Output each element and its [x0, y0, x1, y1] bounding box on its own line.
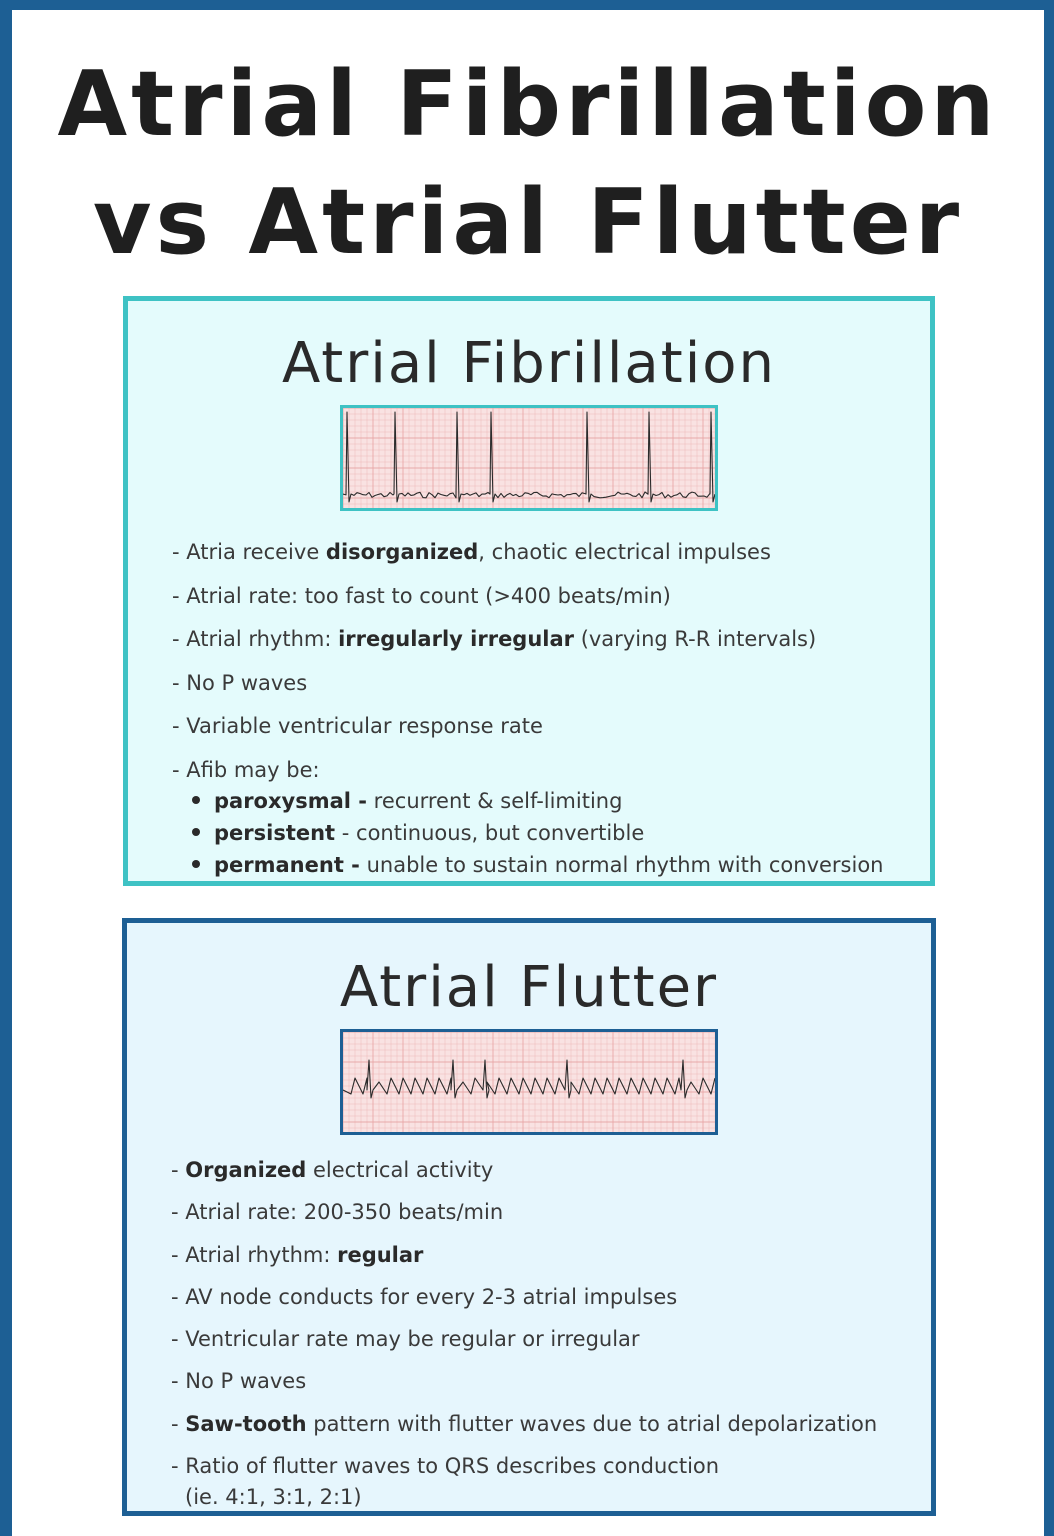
afib-type-persistent: persistent - continuous, but convertible	[192, 817, 883, 849]
aflutter-item-3: - Atrial rhythm: regular	[171, 1242, 424, 1267]
afib-type-paroxysmal: paroxysmal - recurrent & self-limiting	[192, 785, 883, 817]
bullet-dot-icon	[192, 796, 200, 804]
aflutter-item-5: - Ventricular rate may be regular or irregular	[171, 1327, 640, 1352]
aflutter-item-6: - No P waves	[171, 1369, 307, 1394]
bullet-dot-icon	[192, 828, 200, 836]
afib-types-list	[172, 785, 883, 881]
ecg-afib-trace	[343, 408, 715, 508]
page-title-line-1: Atrial Fibrillation	[57, 52, 999, 157]
aflutter-characteristics-list	[171, 1155, 877, 1523]
page-title	[12, 46, 1044, 282]
aflutter-item-2: - Atrial rate: 200-350 beats/min	[171, 1200, 504, 1225]
aflutter-item-1: - Organized electrical activity	[171, 1158, 494, 1182]
afib-item-1: - Atria receive disorganized, chaotic electrical impulses	[172, 540, 771, 564]
afib-type-permanent: permanent - unable to sustain normal rhythm with conversion	[192, 849, 883, 881]
afib-item-2: - Atrial rate: too fast to count (>400 beats/min)	[172, 583, 671, 608]
ecg-strip-afib-icon	[340, 405, 718, 511]
bullet-dot-icon	[192, 860, 200, 868]
aflutter-card	[122, 918, 936, 1516]
ecg-flutter-trace	[343, 1032, 715, 1132]
page-title-line-2: vs Atrial Flutter	[92, 170, 964, 275]
afib-card	[123, 296, 935, 886]
afib-item-5: - Variable ventricular response rate	[172, 714, 543, 738]
afib-item-6: - Afib may be: paroxysmal - recurrent & self-limiting persistent - continuous, but convertible permanent - unable to sustain normal rhythm with conversion	[172, 755, 883, 881]
afib-item-4: - No P waves	[172, 670, 308, 695]
afib-item-3: - Atrial rhythm: irregularly irregular (varying R-R intervals)	[172, 627, 817, 651]
aflutter-item-4: - AV node conducts for every 2-3 atrial impulses	[171, 1284, 678, 1309]
ecg-strip-flutter-icon	[340, 1029, 718, 1135]
infographic-page	[12, 10, 1044, 1536]
afib-card-title: Atrial Fibrillation	[281, 331, 777, 396]
aflutter-item-8: - Ratio of flutter waves to QRS describes conduction (ie. 4:1, 3:1, 2:1)	[171, 1454, 720, 1510]
aflutter-item-7: - Saw-tooth pattern with flutter waves due to atrial depolarization	[171, 1411, 878, 1436]
afib-characteristics-list	[172, 537, 883, 881]
aflutter-card-title: Atrial Flutter	[339, 955, 719, 1020]
